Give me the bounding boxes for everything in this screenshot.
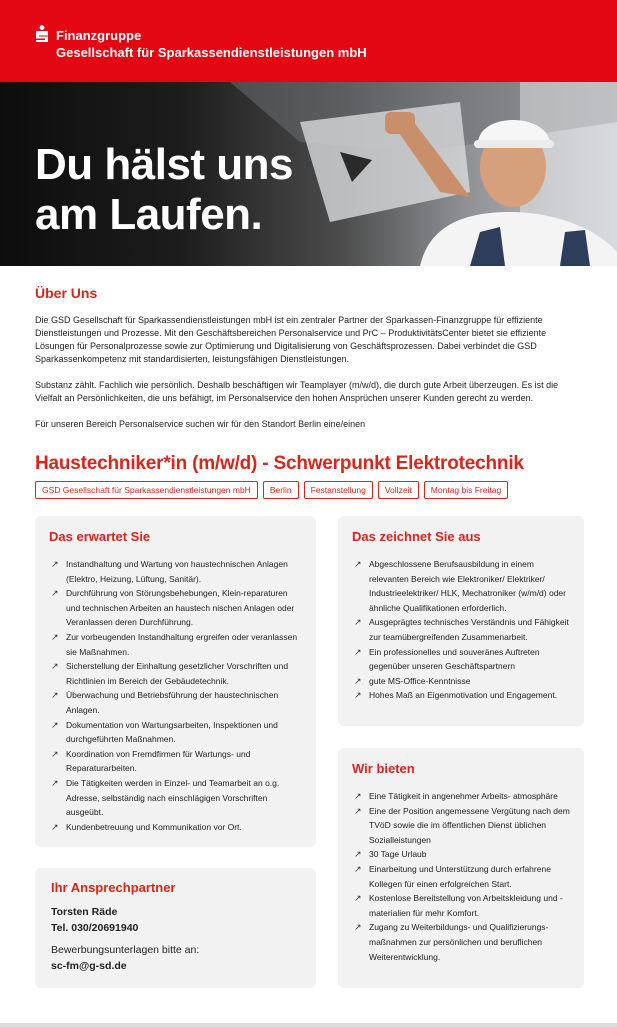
arrow-up-right-icon: ↗	[354, 690, 362, 701]
tag-hours: Vollzeit	[378, 481, 419, 499]
offer-list	[352, 789, 570, 964]
contact-title: Ihr Ansprechpartner	[51, 880, 176, 895]
arrow-up-right-icon: ↗	[51, 777, 59, 788]
list-item: ↗ Überwachung und Betriebsführung der haustechnischen Anlagen.	[51, 690, 279, 715]
arrow-up-right-icon: ↗	[51, 821, 59, 832]
list-item: ↗ Abgeschlossene Berufsausbildung in einem relevanten Bereich wie Elektroniker/ Elektriker/ Industrieelektriker/ HLK, Mechatroniker (w/m/d) oder ähnliche Qualifikationen erforderlich.	[354, 559, 566, 613]
job-title: Haustechniker*in (m/w/d) - Schwerpunkt Elektrotechnik	[35, 453, 524, 474]
list-item: ↗ Instandhaltung und Wartung von haustechnischen Anlagen (Elektro, Heizung, Lüftung, Sanitär).	[51, 559, 288, 584]
brand-line-2: Gesellschaft für Sparkassendienstleistungen mbH	[56, 45, 367, 60]
arrow-up-right-icon: ↗	[354, 559, 362, 569]
arrow-up-right-icon: ↗	[354, 617, 362, 628]
arrow-up-right-icon: ↗	[51, 748, 59, 759]
list-item: ↗ Ausgeprägtes technisches Verständnis und Fähigkeit zur teamübergreifenden Zusammenarbeit.	[354, 617, 569, 642]
list-item: ↗ Koordination von Fremdfirmen für Wartungs- und Reparaturarbeiten.	[51, 748, 251, 774]
sparkasse-s-logo-icon	[35, 25, 49, 43]
hero-banner	[0, 82, 617, 266]
arrow-up-right-icon: ↗	[51, 661, 59, 672]
arrow-up-right-icon: ↗	[354, 791, 362, 801]
list-item: ↗ Sicherstellung der Einhaltung gesetzlicher Vorschriften und Richtlinien im Bereich der Gebäudetechnik.	[51, 661, 289, 686]
arrow-up-right-icon: ↗	[51, 719, 59, 730]
apply-label: Bewerbungsunterlagen bitte an:	[51, 944, 200, 956]
profile-list	[352, 557, 570, 703]
list-item: ↗ Ein professionelles und souveränes Auftreten gegenüber unseren Geschäftspartnern	[354, 646, 540, 672]
arrow-up-right-icon: ↗	[354, 863, 362, 874]
about-paragraph-3: Für unseren Bereich Personalservice suchen wir für den Standort Berlin eine/einen	[35, 419, 366, 429]
tag-schedule: Montag bis Freitag	[424, 481, 508, 499]
list-item: ↗ Durchführung von Störungsbehebungen, Klein-reparaturen und technischen Arbeiten an haustech nischen Anlagen oder Veranlassen deren Durchführung.	[51, 588, 295, 628]
job-tags	[35, 481, 508, 499]
profile-title: Das zeichnet Sie aus	[352, 529, 481, 544]
contact-name: Torsten Räde	[51, 906, 118, 918]
profile-card	[338, 516, 584, 726]
list-item: ↗ Kostenlose Bereitstellung von Arbeitskleidung und -materialien für mehr Komfort.	[354, 893, 563, 918]
list-item: ↗ Die Tätigkeiten werden in Einzel- und Teamarbeit an o.g. Adresse, selbständig nach einschlägigen Vorschriften ausgeübt.	[51, 777, 280, 818]
expect-title: Das erwartet Sie	[49, 529, 151, 544]
list-item: ↗ Eine der Position angemessene Vergütung nach dem TVöD sowie die im öffentlichen Dienst üblichen Sozialleistungen	[354, 805, 570, 845]
expect-card	[35, 516, 316, 847]
expect-list	[49, 557, 302, 834]
arrow-up-right-icon: ↗	[354, 805, 362, 816]
hero-headline-line1: Du hälst uns	[35, 140, 294, 189]
list-item: ↗ gute MS-Office-Kenntnisse	[352, 674, 570, 689]
header-bar	[0, 0, 617, 82]
arrow-up-right-icon: ↗	[51, 588, 59, 599]
brand-line-1: Finanzgruppe	[56, 28, 142, 43]
list-item: ↗ Eine Tätigkeit in angenehmer Arbeits- atmosphäre	[352, 789, 570, 804]
arrow-up-right-icon: ↗	[51, 690, 59, 701]
list-item: ↗ Hohes Maß an Eigenmotivation und Engagement.	[352, 688, 570, 703]
list-item: ↗ Zugang zu Weiterbildungs- und Qualifizierungs-maßnahmen zur persönlichen und beruflichen Weiterentwicklung.	[354, 922, 549, 962]
list-item: ↗ Einarbeitung und Unterstützung durch erfahrene Kollegen für einen erfolgreichen Start.	[354, 863, 551, 889]
arrow-up-right-icon: ↗	[354, 675, 362, 686]
list-item: ↗ Dokumentation von Wartungsarbeiten, Inspektionen und durchgeführten Maßnahmen.	[51, 719, 278, 745]
arrow-up-right-icon: ↗	[354, 646, 362, 657]
offer-title: Wir bieten	[352, 761, 415, 776]
about-section	[35, 285, 583, 431]
arrow-up-right-icon: ↗	[51, 631, 59, 642]
arrow-up-right-icon: ↗	[354, 893, 362, 904]
about-paragraph-1: Die GSD Gesellschaft für Sparkassendienstleistungen mbH ist ein zentraler Partner der Sparkassen-Finanzgruppe für effiziente Dienstleistungen und Prozesse. Mit den Geschäftsbereichen Personalservice und PrC – ProduktivitätsCenter bietet sie effiziente Lösungen für Personalprozesse sowie zur Optimierung und Digitalisierung von Geschäftsprozessen. Dabei verbindet die GSD Sparkassenkompetenz mit standardisierten, leistungsfähigen Dienstleistungen.	[35, 315, 547, 364]
list-item: ↗ Kundenbetreuung und Kommunikation vor Ort.	[49, 820, 302, 835]
contact-phone[interactable]: Tel. 030/20691940	[51, 922, 139, 934]
arrow-up-right-icon: ↗	[354, 922, 362, 933]
list-item: ↗ Zur vorbeugenden Instandhaltung ergreifen oder veranlassen sie Maßnahmen.	[51, 631, 298, 657]
arrow-up-right-icon: ↗	[51, 559, 59, 569]
arrow-up-right-icon: ↗	[354, 849, 362, 860]
hero-headline	[35, 140, 293, 240]
offer-card	[338, 748, 584, 988]
contact-card	[35, 868, 316, 988]
hero-headline-line2: am Laufen.	[35, 190, 263, 239]
tag-contract: Festanstellung	[304, 481, 373, 499]
about-paragraph-2: Substanz zählt. Fachlich wie persönlich. Deshalb beschäftigen wir Teamplayer (m/w/d), die durch gute Arbeit überzeugen. Es ist die Vielfalt an Persönlichkeiten, die uns befähigt, im Personalservice den hohen Ansprüchen unserer Kunden gerecht zu werden.	[35, 380, 559, 403]
contact-email[interactable]: sc-fm@g-sd.de	[51, 960, 127, 972]
about-title: Über Uns	[35, 285, 98, 301]
list-item: ↗ 30 Tage Urlaub	[352, 847, 570, 862]
tag-location: Berlin	[263, 481, 299, 499]
bottom-divider	[0, 1023, 617, 1027]
tag-company: GSD Gesellschaft für Sparkassendienstleistungen mbH	[35, 481, 258, 499]
